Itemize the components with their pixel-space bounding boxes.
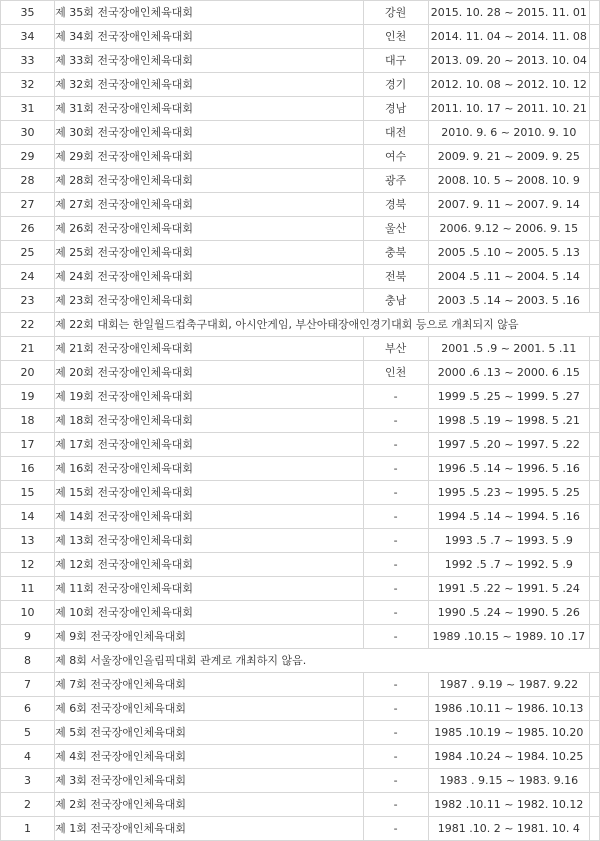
table-row — [1, 121, 600, 145]
event-number: 21 — [1, 337, 55, 361]
event-dates: 1992 .5 .7 ~ 1992. 5 .9 — [428, 553, 589, 577]
event-name: 제 23회 전국장애인체육대회 — [55, 289, 364, 313]
blank-cell — [589, 793, 599, 817]
table-row — [1, 433, 600, 457]
event-dates: 1996 .5 .14 ~ 1996. 5 .16 — [428, 457, 589, 481]
event-dates: 2013. 09. 20 ~ 2013. 10. 04 — [428, 49, 589, 73]
event-city: 부산 — [363, 337, 428, 361]
event-dates: 2005 .5 .10 ~ 2005. 5 .13 — [428, 241, 589, 265]
event-city: 전북 — [363, 265, 428, 289]
table-row — [1, 529, 600, 553]
event-name: 제 17회 전국장애인체육대회 — [55, 433, 364, 457]
table-row — [1, 49, 600, 73]
event-city: 광주 — [363, 169, 428, 193]
event-name: 제 27회 전국장애인체육대회 — [55, 193, 364, 217]
event-dates: 2015. 10. 28 ~ 2015. 11. 01 — [428, 1, 589, 25]
table-row — [1, 241, 600, 265]
event-name: 제 26회 전국장애인체육대회 — [55, 217, 364, 241]
event-dates: 1994 .5 .14 ~ 1994. 5 .16 — [428, 505, 589, 529]
event-city: 대전 — [363, 121, 428, 145]
blank-cell — [589, 433, 599, 457]
blank-cell — [589, 529, 599, 553]
event-number: 10 — [1, 601, 55, 625]
table-row — [1, 193, 600, 217]
blank-cell — [589, 697, 599, 721]
event-city: 인천 — [363, 25, 428, 49]
event-city: - — [363, 793, 428, 817]
event-dates: 2012. 10. 08 ~ 2012. 10. 12 — [428, 73, 589, 97]
event-name: 제 30회 전국장애인체육대회 — [55, 121, 364, 145]
event-number: 9 — [1, 625, 55, 649]
event-number: 12 — [1, 553, 55, 577]
event-dates: 1982 .10.11 ~ 1982. 10.12 — [428, 793, 589, 817]
event-name: 제 2회 전국장애인체육대회 — [55, 793, 364, 817]
event-city: 인천 — [363, 361, 428, 385]
event-name: 제 4회 전국장애인체육대회 — [55, 745, 364, 769]
blank-cell — [589, 193, 599, 217]
table-row — [1, 745, 600, 769]
table-row — [1, 265, 600, 289]
event-dates: 1987 . 9.19 ~ 1987. 9.22 — [428, 673, 589, 697]
table-row — [1, 697, 600, 721]
event-number: 22 — [1, 313, 55, 337]
event-city: - — [363, 817, 428, 841]
event-city: 울산 — [363, 217, 428, 241]
blank-cell — [589, 265, 599, 289]
event-city: - — [363, 385, 428, 409]
blank-cell — [589, 73, 599, 97]
table-row — [1, 337, 600, 361]
event-name: 제 12회 전국장애인체육대회 — [55, 553, 364, 577]
event-number: 32 — [1, 73, 55, 97]
event-city: - — [363, 601, 428, 625]
event-name: 제 16회 전국장애인체육대회 — [55, 457, 364, 481]
event-dates: 2003 .5 .14 ~ 2003. 5 .16 — [428, 289, 589, 313]
event-name: 제 6회 전국장애인체육대회 — [55, 697, 364, 721]
event-number: 28 — [1, 169, 55, 193]
event-city: 대구 — [363, 49, 428, 73]
table-row — [1, 481, 600, 505]
blank-cell — [589, 361, 599, 385]
event-number: 3 — [1, 769, 55, 793]
event-name: 제 31회 전국장애인체육대회 — [55, 97, 364, 121]
event-number: 7 — [1, 673, 55, 697]
table-row — [1, 505, 600, 529]
blank-cell — [589, 1, 599, 25]
table-row — [1, 97, 600, 121]
blank-cell — [589, 769, 599, 793]
event-name: 제 19회 전국장애인체육대회 — [55, 385, 364, 409]
event-city: - — [363, 505, 428, 529]
event-number: 8 — [1, 649, 55, 673]
event-number: 23 — [1, 289, 55, 313]
blank-cell — [589, 241, 599, 265]
event-city: 충남 — [363, 289, 428, 313]
blank-cell — [589, 385, 599, 409]
event-number: 1 — [1, 817, 55, 841]
blank-cell — [589, 745, 599, 769]
table-row — [1, 457, 600, 481]
table-row — [1, 721, 600, 745]
blank-cell — [589, 25, 599, 49]
blank-cell — [589, 217, 599, 241]
event-number: 13 — [1, 529, 55, 553]
table-row — [1, 25, 600, 49]
blank-cell — [589, 577, 599, 601]
blank-cell — [589, 481, 599, 505]
event-dates: 1999 .5 .25 ~ 1999. 5 .27 — [428, 385, 589, 409]
event-city: 경기 — [363, 73, 428, 97]
table-row — [1, 217, 600, 241]
event-name: 제 33회 전국장애인체육대회 — [55, 49, 364, 73]
event-dates: 1995 .5 .23 ~ 1995. 5 .25 — [428, 481, 589, 505]
event-name: 제 5회 전국장애인체육대회 — [55, 721, 364, 745]
table-row — [1, 601, 600, 625]
table-row — [1, 73, 600, 97]
event-city: - — [363, 457, 428, 481]
event-dates: 1998 .5 .19 ~ 1998. 5 .21 — [428, 409, 589, 433]
table-row — [1, 553, 600, 577]
table-row — [1, 673, 600, 697]
event-note: 제 8회 서울장애인올림픽대회 관계로 개최하지 않음. — [55, 649, 600, 673]
event-dates: 2011. 10. 17 ~ 2011. 10. 21 — [428, 97, 589, 121]
table-row — [1, 289, 600, 313]
event-city: - — [363, 577, 428, 601]
event-city: - — [363, 529, 428, 553]
event-name: 제 10회 전국장애인체육대회 — [55, 601, 364, 625]
event-name: 제 3회 전국장애인체육대회 — [55, 769, 364, 793]
event-name: 제 1회 전국장애인체육대회 — [55, 817, 364, 841]
event-number: 17 — [1, 433, 55, 457]
event-city: - — [363, 481, 428, 505]
blank-cell — [589, 169, 599, 193]
blank-cell — [589, 505, 599, 529]
event-dates: 2009. 9. 21 ~ 2009. 9. 25 — [428, 145, 589, 169]
table-row — [1, 385, 600, 409]
blank-cell — [589, 121, 599, 145]
event-city: - — [363, 745, 428, 769]
event-city: - — [363, 433, 428, 457]
event-name: 제 35회 전국장애인체육대회 — [55, 1, 364, 25]
event-dates: 2007. 9. 11 ~ 2007. 9. 14 — [428, 193, 589, 217]
event-name: 제 24회 전국장애인체육대회 — [55, 265, 364, 289]
event-city: 충북 — [363, 241, 428, 265]
event-number: 5 — [1, 721, 55, 745]
table-row — [1, 817, 600, 841]
event-number: 34 — [1, 25, 55, 49]
event-number: 30 — [1, 121, 55, 145]
event-name: 제 21회 전국장애인체육대회 — [55, 337, 364, 361]
blank-cell — [589, 721, 599, 745]
event-name: 제 25회 전국장애인체육대회 — [55, 241, 364, 265]
event-dates: 2004 .5 .11 ~ 2004. 5 .14 — [428, 265, 589, 289]
blank-cell — [589, 553, 599, 577]
table-row — [1, 169, 600, 193]
event-number: 11 — [1, 577, 55, 601]
blank-cell — [589, 289, 599, 313]
event-dates: 2000 .6 .13 ~ 2000. 6 .15 — [428, 361, 589, 385]
event-dates: 2008. 10. 5 ~ 2008. 10. 9 — [428, 169, 589, 193]
event-name: 제 9회 전국장애인체육대회 — [55, 625, 364, 649]
event-number: 18 — [1, 409, 55, 433]
event-name: 제 29회 전국장애인체육대회 — [55, 145, 364, 169]
blank-cell — [589, 601, 599, 625]
event-number: 33 — [1, 49, 55, 73]
event-dates: 2006. 9.12 ~ 2006. 9. 15 — [428, 217, 589, 241]
event-number: 24 — [1, 265, 55, 289]
event-name: 제 7회 전국장애인체육대회 — [55, 673, 364, 697]
table-row — [1, 145, 600, 169]
event-city: 여수 — [363, 145, 428, 169]
blank-cell — [589, 457, 599, 481]
blank-cell — [589, 817, 599, 841]
event-number: 4 — [1, 745, 55, 769]
blank-cell — [589, 49, 599, 73]
event-dates: 1984 .10.24 ~ 1984. 10.25 — [428, 745, 589, 769]
event-dates: 1993 .5 .7 ~ 1993. 5 .9 — [428, 529, 589, 553]
blank-cell — [589, 409, 599, 433]
event-dates: 1983 . 9.15 ~ 1983. 9.16 — [428, 769, 589, 793]
event-city: - — [363, 553, 428, 577]
event-city: - — [363, 721, 428, 745]
event-city: 강원 — [363, 1, 428, 25]
table-row — [1, 361, 600, 385]
event-name: 제 15회 전국장애인체육대회 — [55, 481, 364, 505]
table-row — [1, 577, 600, 601]
table-row — [1, 1, 600, 25]
event-number: 27 — [1, 193, 55, 217]
table-row — [1, 409, 600, 433]
event-dates: 1989 .10.15 ~ 1989. 10 .17 — [428, 625, 589, 649]
event-name: 제 14회 전국장애인체육대회 — [55, 505, 364, 529]
event-city: 경북 — [363, 193, 428, 217]
blank-cell — [589, 673, 599, 697]
event-dates: 2014. 11. 04 ~ 2014. 11. 08 — [428, 25, 589, 49]
event-city: - — [363, 673, 428, 697]
event-number: 15 — [1, 481, 55, 505]
blank-cell — [589, 625, 599, 649]
blank-cell — [589, 145, 599, 169]
event-city: - — [363, 409, 428, 433]
event-name: 제 13회 전국장애인체육대회 — [55, 529, 364, 553]
blank-cell — [589, 337, 599, 361]
event-name: 제 18회 전국장애인체육대회 — [55, 409, 364, 433]
event-dates: 1991 .5 .22 ~ 1991. 5 .24 — [428, 577, 589, 601]
table-row — [1, 649, 600, 673]
blank-cell — [589, 97, 599, 121]
event-name: 제 32회 전국장애인체육대회 — [55, 73, 364, 97]
events-table-body — [1, 1, 600, 841]
event-name: 제 34회 전국장애인체육대회 — [55, 25, 364, 49]
event-number: 14 — [1, 505, 55, 529]
table-row — [1, 793, 600, 817]
event-dates: 1990 .5 .24 ~ 1990. 5 .26 — [428, 601, 589, 625]
event-city: - — [363, 625, 428, 649]
event-dates: 1986 .10.11 ~ 1986. 10.13 — [428, 697, 589, 721]
event-dates: 1997 .5 .20 ~ 1997. 5 .22 — [428, 433, 589, 457]
event-name: 제 28회 전국장애인체육대회 — [55, 169, 364, 193]
event-number: 25 — [1, 241, 55, 265]
event-note: 제 22회 대회는 한일월드컵축구대회, 아시안게임, 부산아태장애인경기대회 등으로 개최되지 않음 — [55, 313, 600, 337]
event-dates: 1981 .10. 2 ~ 1981. 10. 4 — [428, 817, 589, 841]
event-name: 제 20회 전국장애인체육대회 — [55, 361, 364, 385]
event-dates: 2001 .5 .9 ~ 2001. 5 .11 — [428, 337, 589, 361]
event-number: 20 — [1, 361, 55, 385]
event-number: 6 — [1, 697, 55, 721]
event-number: 16 — [1, 457, 55, 481]
table-row — [1, 313, 600, 337]
event-dates: 1985 .10.19 ~ 1985. 10.20 — [428, 721, 589, 745]
table-row — [1, 769, 600, 793]
event-number: 2 — [1, 793, 55, 817]
event-city: - — [363, 697, 428, 721]
event-name: 제 11회 전국장애인체육대회 — [55, 577, 364, 601]
event-number: 26 — [1, 217, 55, 241]
event-number: 19 — [1, 385, 55, 409]
event-number: 35 — [1, 1, 55, 25]
table-row — [1, 625, 600, 649]
event-city: 경남 — [363, 97, 428, 121]
event-number: 29 — [1, 145, 55, 169]
event-city: - — [363, 769, 428, 793]
event-number: 31 — [1, 97, 55, 121]
event-dates: 2010. 9. 6 ~ 2010. 9. 10 — [428, 121, 589, 145]
